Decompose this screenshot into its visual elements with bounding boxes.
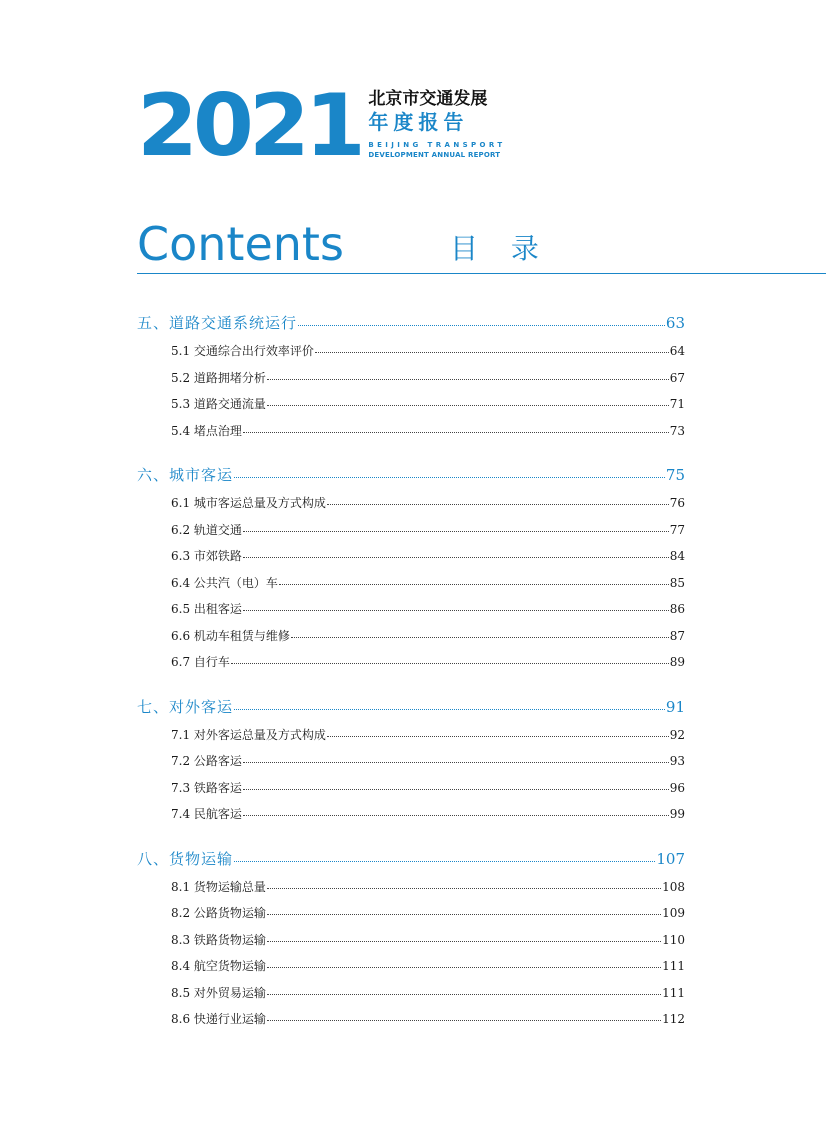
- toc-chapter-page-number: 107: [656, 849, 685, 868]
- chapter-gap: [137, 444, 685, 460]
- toc-section[interactable]: [137, 391, 685, 418]
- dot-leader: [279, 584, 669, 585]
- toc-section-title: 7.1 对外客运总量及方式构成: [171, 727, 326, 742]
- toc-section[interactable]: [137, 418, 685, 445]
- toc-section[interactable]: [137, 517, 685, 544]
- dot-leader: [315, 352, 669, 353]
- toc-section-title: 7.4 民航客运: [171, 807, 242, 821]
- report-logo: [137, 76, 506, 176]
- toc-section-page-number: 112: [662, 1012, 685, 1026]
- toc-chapter-title: 八、货物运输: [137, 849, 234, 868]
- toc-section-page-number: 73: [669, 423, 685, 438]
- toc-section[interactable]: [137, 570, 685, 597]
- toc-section-title: 6.3 市郊铁路: [171, 549, 242, 563]
- toc-section-page-number: 84: [669, 549, 685, 563]
- report-title-block: [368, 84, 505, 160]
- contents-heading: Contents: [137, 217, 344, 271]
- toc-section-title: 8.6 快递行业运输: [171, 1012, 266, 1026]
- toc-section-page-number: 92: [669, 727, 685, 742]
- toc-section[interactable]: [137, 1006, 685, 1033]
- toc-section-page-number: 86: [669, 602, 685, 616]
- toc-section-page-number: 111: [662, 985, 685, 1000]
- toc-section[interactable]: [137, 874, 685, 901]
- toc-section-title: 6.7 自行车: [171, 655, 230, 669]
- toc-section[interactable]: [137, 722, 685, 749]
- toc-section-page-number: 93: [669, 754, 685, 768]
- toc-section-page-number: 111: [662, 959, 685, 973]
- toc-section-title: 5.2 道路拥堵分析: [171, 370, 266, 385]
- table-of-contents: [137, 308, 685, 1033]
- dot-leader: [267, 941, 661, 942]
- toc-chapter-title: 六、城市客运: [137, 466, 234, 484]
- toc-section[interactable]: [137, 801, 685, 828]
- toc-chapter-page-number: 75: [665, 466, 685, 484]
- toc-chapter-title: 七、对外客运: [137, 697, 234, 716]
- toc-section-title: 6.6 机动车租赁与维修: [171, 628, 290, 643]
- dot-leader: [267, 994, 661, 995]
- toc-section[interactable]: [137, 543, 685, 570]
- toc-section-page-number: 99: [669, 807, 685, 821]
- toc-section-page-number: 85: [669, 575, 685, 590]
- toc-section-title: 8.5 对外贸易运输: [171, 985, 266, 1000]
- toc-section[interactable]: [137, 596, 685, 623]
- toc-section[interactable]: [137, 748, 685, 775]
- toc-section[interactable]: [137, 649, 685, 676]
- toc-section-page-number: 87: [669, 628, 685, 643]
- toc-section-title: 8.3 铁路货物运输: [171, 932, 266, 947]
- dot-leader: [234, 477, 665, 478]
- dot-leader: [243, 762, 669, 763]
- toc-section-title: 8.1 货物运输总量: [171, 879, 266, 894]
- toc-section[interactable]: [137, 365, 685, 392]
- toc-section[interactable]: [137, 900, 685, 927]
- toc-chapter[interactable]: [137, 460, 685, 490]
- chapter-gap: [137, 676, 685, 692]
- toc-section-title: 6.5 出租客运: [171, 602, 242, 616]
- toc-section[interactable]: [137, 490, 685, 517]
- dot-leader: [231, 663, 669, 664]
- toc-section-page-number: 64: [669, 344, 685, 358]
- dot-leader: [267, 405, 669, 406]
- toc-section-page-number: 96: [669, 780, 685, 795]
- dot-leader: [327, 504, 669, 505]
- toc-section-page-number: 76: [669, 496, 685, 510]
- toc-chapter-page-number: 91: [665, 697, 685, 716]
- contents-heading-cn: 目 录: [450, 232, 551, 265]
- dot-leader: [234, 709, 665, 710]
- report-en-line1: BEIJING TRANSPORT: [368, 141, 506, 149]
- toc-section-title: 8.4 航空货物运输: [171, 959, 266, 973]
- toc-section-title: 6.1 城市客运总量及方式构成: [171, 496, 326, 510]
- toc-section-page-number: 89: [669, 655, 685, 669]
- dot-leader: [267, 1020, 661, 1021]
- toc-chapter[interactable]: [137, 844, 685, 874]
- toc-section-title: 7.3 铁路客运: [171, 780, 242, 795]
- toc-section[interactable]: [137, 775, 685, 802]
- dot-leader: [267, 379, 669, 380]
- toc-section-page-number: 67: [669, 370, 685, 385]
- toc-section[interactable]: [137, 338, 685, 365]
- toc-section[interactable]: [137, 980, 685, 1007]
- toc-section-page-number: 108: [662, 879, 685, 894]
- toc-section-page-number: 77: [669, 522, 685, 537]
- dot-leader: [291, 637, 669, 638]
- toc-section-page-number: 110: [662, 932, 685, 947]
- toc-chapter[interactable]: [137, 692, 685, 722]
- dot-leader: [327, 736, 669, 737]
- toc-section[interactable]: [137, 623, 685, 650]
- dot-leader: [234, 861, 655, 862]
- toc-section-title: 7.2 公路客运: [171, 754, 242, 768]
- toc-chapter-title: 五、道路交通系统运行: [137, 314, 298, 332]
- toc-chapter[interactable]: [137, 308, 685, 338]
- report-title-line2: 年度报告: [368, 110, 469, 134]
- report-title-line1: 北京市交通发展: [368, 89, 488, 109]
- dot-leader: [243, 789, 669, 790]
- toc-section-title: 5.3 道路交通流量: [171, 397, 266, 411]
- toc-section[interactable]: [137, 953, 685, 980]
- toc-section-title: 5.1 交通综合出行效率评价: [171, 344, 314, 358]
- toc-chapter-page-number: 63: [665, 314, 685, 332]
- toc-section-title: 5.4 堵点治理: [171, 423, 242, 438]
- dot-leader: [243, 610, 669, 611]
- toc-section-page-number: 71: [669, 397, 685, 411]
- dot-leader: [243, 815, 669, 816]
- heading-divider: [137, 273, 826, 274]
- dot-leader: [243, 557, 669, 558]
- report-en-line2: DEVELOPMENT ANNUAL REPORT: [368, 151, 501, 159]
- dot-leader: [267, 914, 661, 915]
- toc-section-page-number: 109: [662, 906, 685, 920]
- report-year: 2021: [137, 76, 361, 176]
- dot-leader: [267, 888, 661, 889]
- chapter-gap: [137, 828, 685, 844]
- toc-section-title: 8.2 公路货物运输: [171, 906, 266, 920]
- toc-section-title: 6.2 轨道交通: [171, 522, 242, 537]
- toc-section-title: 6.4 公共汽（电）车: [171, 575, 278, 590]
- toc-section[interactable]: [137, 927, 685, 954]
- dot-leader: [267, 967, 661, 968]
- dot-leader: [243, 531, 669, 532]
- dot-leader: [298, 325, 665, 326]
- dot-leader: [243, 432, 669, 433]
